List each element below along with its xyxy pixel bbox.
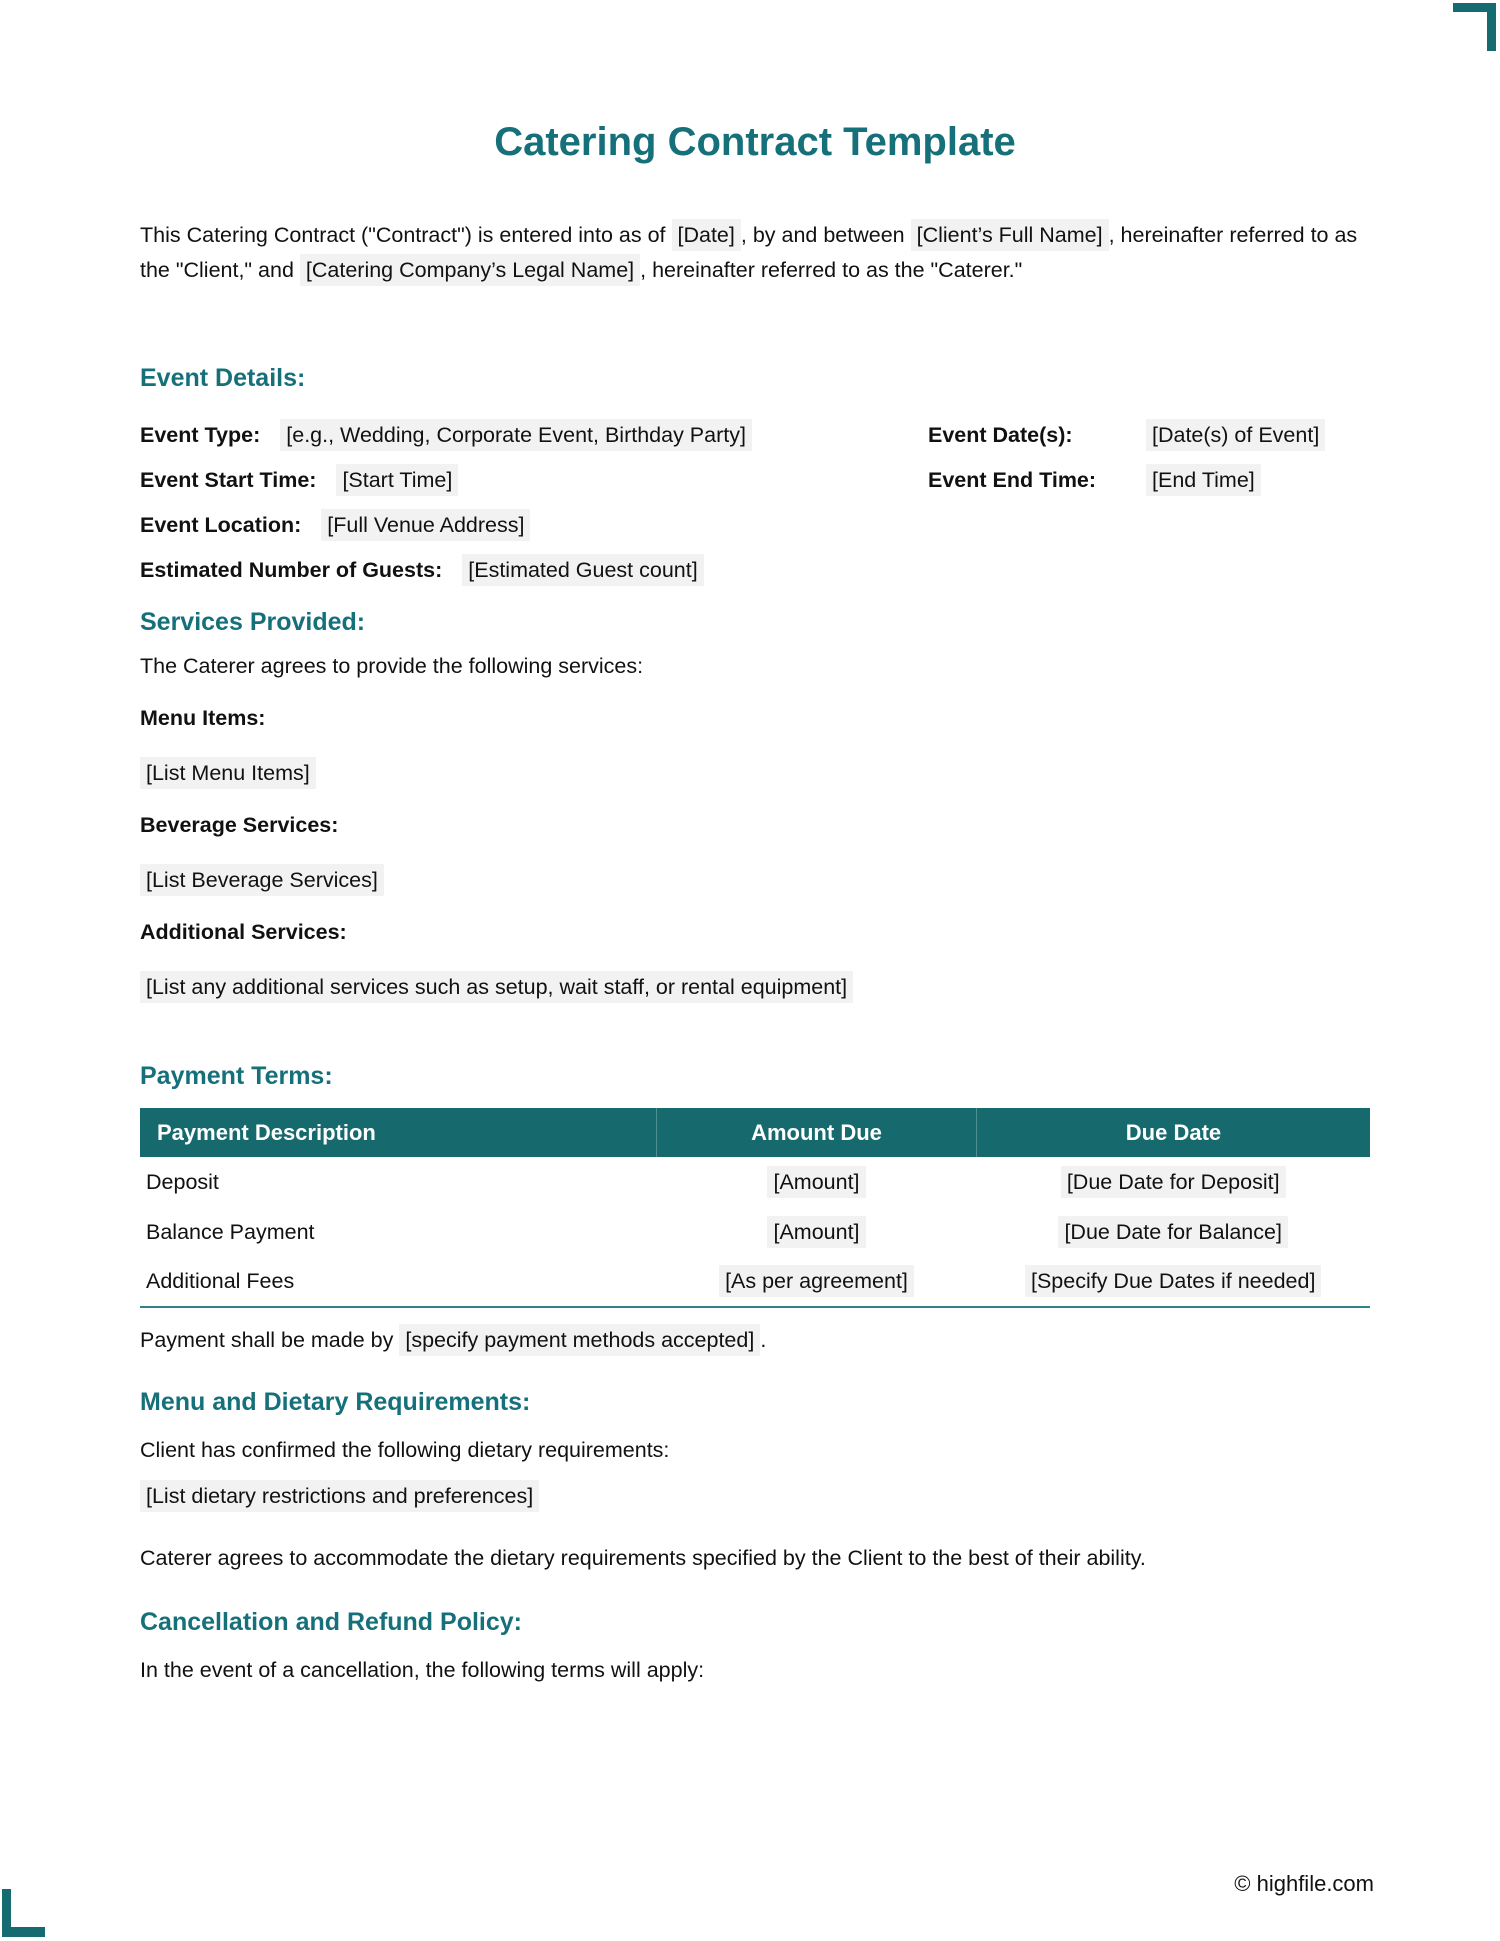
event-details-row xyxy=(140,465,1370,495)
placeholder-balance-amount: [Amount] xyxy=(767,1216,865,1248)
heading-event-details: Event Details: xyxy=(140,364,306,392)
placeholder-additional-services-text: [List any additional services such as setup, wait staff, or rental equipment] xyxy=(140,971,853,1003)
event-dates-field xyxy=(928,420,1370,450)
services-intro: The Caterer agrees to provide the following services: xyxy=(140,654,644,678)
placeholder-additional-fees-due-date: [Specify Due Dates if needed] xyxy=(1025,1265,1321,1297)
corner-decoration-bottom-left xyxy=(2,1889,45,1937)
table-row xyxy=(140,1157,1370,1207)
heading-services-provided: Services Provided: xyxy=(140,608,366,636)
event-start-label: Event Start Time: xyxy=(140,468,317,492)
column-header-due-date: Due Date xyxy=(976,1108,1370,1157)
event-details-row xyxy=(140,510,1370,540)
intro-text: , hereinafter referred to as the "Client," and xyxy=(140,223,1358,282)
event-end-field xyxy=(928,465,1370,495)
payment-note-text: Payment shall be made by xyxy=(140,1328,400,1352)
event-type-label: Event Type: xyxy=(140,423,261,447)
due-date-cell xyxy=(976,1157,1370,1207)
additional-services-label: Additional Services: xyxy=(140,920,347,944)
beverage-services-label: Beverage Services: xyxy=(140,813,339,837)
payment-description-cell: Deposit xyxy=(146,1169,219,1194)
placeholder-date: [Date] xyxy=(672,219,741,251)
payment-table-header-row xyxy=(140,1108,1370,1157)
amount-due-cell xyxy=(657,1257,977,1307)
dietary-intro: Client has confirmed the following dietary requirements: xyxy=(140,1438,670,1462)
placeholder-menu-items-text: [List Menu Items] xyxy=(140,757,316,789)
placeholder-beverage-services-text: [List Beverage Services] xyxy=(140,864,384,896)
payment-table xyxy=(140,1108,1370,1308)
placeholder-end-time: [End Time] xyxy=(1146,464,1261,496)
intro-text: , by and between xyxy=(740,223,911,247)
placeholder-additional-fees-amount: [As per agreement] xyxy=(719,1265,914,1297)
intro-text: , hereinafter referred to as the "Caterer." xyxy=(640,258,1023,282)
event-start-field xyxy=(140,465,928,495)
payment-methods-note xyxy=(140,1325,1370,1355)
column-header-amount-due: Amount Due xyxy=(657,1108,977,1157)
footer-copyright: © highfile.com xyxy=(1234,1871,1374,1896)
event-guests-field xyxy=(140,555,704,585)
heading-cancellation-policy: Cancellation and Refund Policy: xyxy=(140,1608,522,1636)
payment-description-cell: Additional Fees xyxy=(146,1269,295,1293)
payment-description-cell: Balance Payment xyxy=(146,1219,315,1244)
placeholder-menu-items xyxy=(140,758,1370,788)
event-details-row xyxy=(140,555,1370,585)
amount-due-cell xyxy=(657,1157,977,1207)
payment-note-period: . xyxy=(760,1328,767,1352)
placeholder-start-time: [Start Time] xyxy=(336,464,458,496)
due-date-cell xyxy=(976,1257,1370,1307)
dietary-accommodation-paragraph: Caterer agrees to accommodate the dietary requirements specified by the Client to the best of their ability. xyxy=(140,1546,1146,1570)
page-title: Catering Contract Template xyxy=(494,120,1016,164)
payment-table-header xyxy=(140,1108,1370,1157)
placeholder-balance-due-date: [Due Date for Balance] xyxy=(1058,1216,1288,1248)
cancellation-intro: In the event of a cancellation, the following terms will apply: xyxy=(140,1658,705,1682)
placeholder-dietary-restrictions-text: [List dietary restrictions and preferences] xyxy=(140,1480,539,1512)
event-location-field xyxy=(140,510,530,540)
document-content xyxy=(0,118,1500,1685)
table-row xyxy=(140,1257,1370,1307)
heading-menu-dietary: Menu and Dietary Requirements: xyxy=(140,1388,531,1416)
table-row xyxy=(140,1207,1370,1257)
due-date-cell xyxy=(976,1207,1370,1257)
event-type-field xyxy=(140,420,928,450)
event-end-label: Event End Time: xyxy=(928,468,1097,492)
amount-due-cell xyxy=(657,1207,977,1257)
payment-table-body xyxy=(140,1157,1370,1307)
placeholder-dietary-restrictions xyxy=(140,1481,1370,1511)
column-header-payment-description: Payment Description xyxy=(140,1108,657,1157)
menu-items-label: Menu Items: xyxy=(140,706,266,730)
intro-text: This Catering Contract ("Contract") is entered into as of xyxy=(140,223,672,247)
placeholder-additional-services xyxy=(140,972,1370,1002)
placeholder-deposit-amount: [Amount] xyxy=(767,1166,865,1198)
event-location-label: Event Location: xyxy=(140,513,302,537)
event-dates-label: Event Date(s): xyxy=(928,423,1073,447)
placeholder-event-type: [e.g., Wedding, Corporate Event, Birthday Party] xyxy=(280,419,752,451)
placeholder-venue-address: [Full Venue Address] xyxy=(321,509,530,541)
placeholder-event-dates: [Date(s) of Event] xyxy=(1146,419,1325,451)
event-guests-label: Estimated Number of Guests: xyxy=(140,558,443,582)
placeholder-company-name: [Catering Company’s Legal Name] xyxy=(300,254,640,286)
heading-payment-terms: Payment Terms: xyxy=(140,1062,333,1090)
placeholder-beverage-services xyxy=(140,865,1370,895)
placeholder-guest-count: [Estimated Guest count] xyxy=(462,554,703,586)
placeholder-client-name: [Client’s Full Name] xyxy=(911,219,1109,251)
intro-paragraph xyxy=(140,218,1370,288)
placeholder-deposit-due-date: [Due Date for Deposit] xyxy=(1061,1166,1286,1198)
corner-decoration-top-right xyxy=(1453,3,1496,51)
placeholder-payment-methods: [specify payment methods accepted] xyxy=(399,1324,760,1356)
event-details-row xyxy=(140,420,1370,450)
